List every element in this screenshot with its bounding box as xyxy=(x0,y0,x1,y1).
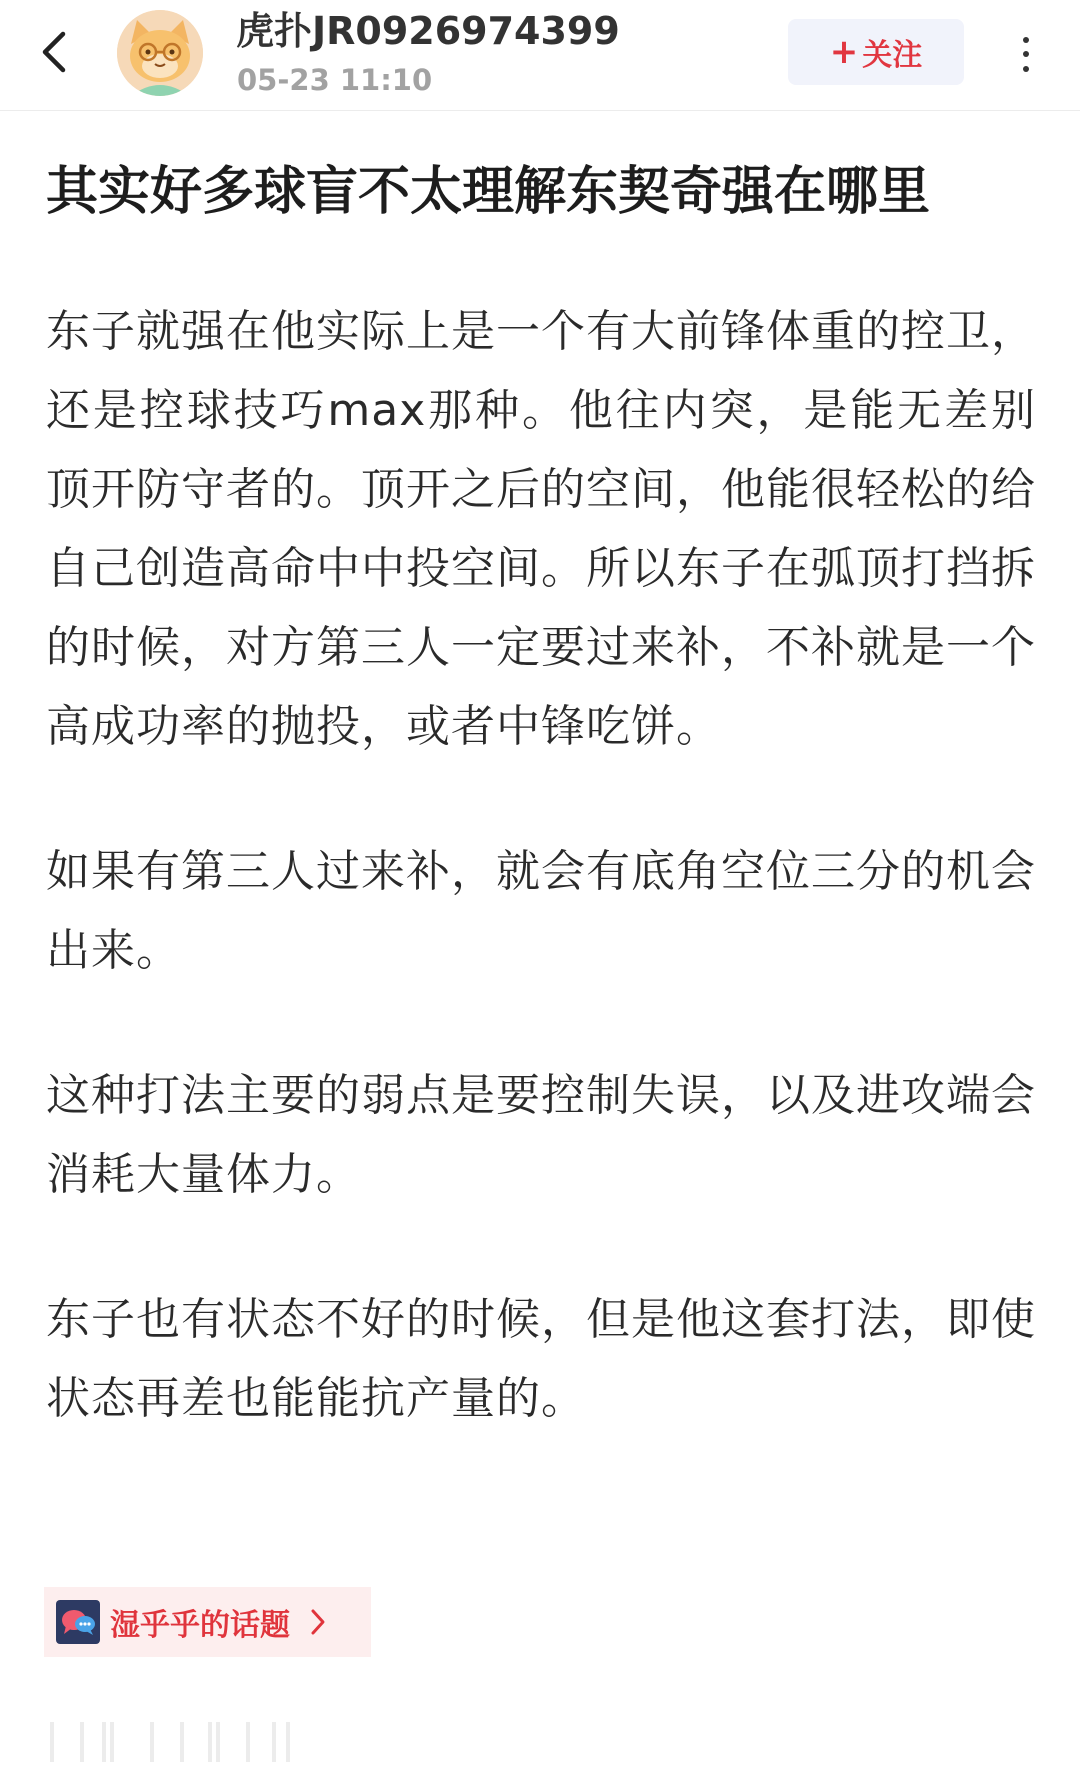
cat-avatar-icon xyxy=(117,10,203,96)
topic-label: 湿乎乎的话题 xyxy=(110,1608,290,1643)
plus-icon: + xyxy=(829,32,859,72)
post-paragraph: 东子就强在他实际上是一个有大前锋体重的控卫，还是控球技巧max那种。他往内突，是能无差别顶开防守者的。顶开之后的空间，他能很轻松的给自己创造高命中中投空间。所以东子在弧顶打挡拆的时候，对方第三人一定要过来补，不补就是一个高成功率的抛投，或者中锋吃饼。 xyxy=(46,306,1036,752)
post-header xyxy=(0,0,1080,111)
post-paragraph: 如果有第三人过来补，就会有底角空位三分的机会出来。 xyxy=(46,846,1036,976)
more-options-button[interactable] xyxy=(1010,28,1042,80)
post-timestamp: 05-23 11:10 xyxy=(237,63,433,97)
chat-bubbles-icon xyxy=(56,1600,100,1644)
post-body xyxy=(46,292,1036,1504)
post-title: 其实好多球盲不太理解东契奇强在哪里 xyxy=(46,162,931,222)
chevron-right-icon xyxy=(310,1608,326,1636)
author-name[interactable]: 虎扑JR0926974399 xyxy=(236,9,620,53)
more-vertical-icon xyxy=(1023,37,1029,43)
avatar[interactable] xyxy=(117,10,203,96)
follow-label: 关注 xyxy=(862,38,923,73)
footer-divider xyxy=(40,1722,300,1762)
chevron-left-icon xyxy=(39,30,69,74)
more-vertical-icon-dot xyxy=(1023,66,1029,72)
more-vertical-icon-dot xyxy=(1023,51,1029,57)
post-paragraph: 东子也有状态不好的时候，但是他这套打法，即使状态再差也能能抗产量的。 xyxy=(46,1294,1036,1424)
post-paragraph: 这种打法主要的弱点是要控制失误，以及进攻端会消耗大量体力。 xyxy=(46,1070,1036,1200)
follow-button[interactable] xyxy=(788,19,964,85)
topic-tag[interactable] xyxy=(44,1587,371,1657)
back-button[interactable] xyxy=(30,24,78,80)
